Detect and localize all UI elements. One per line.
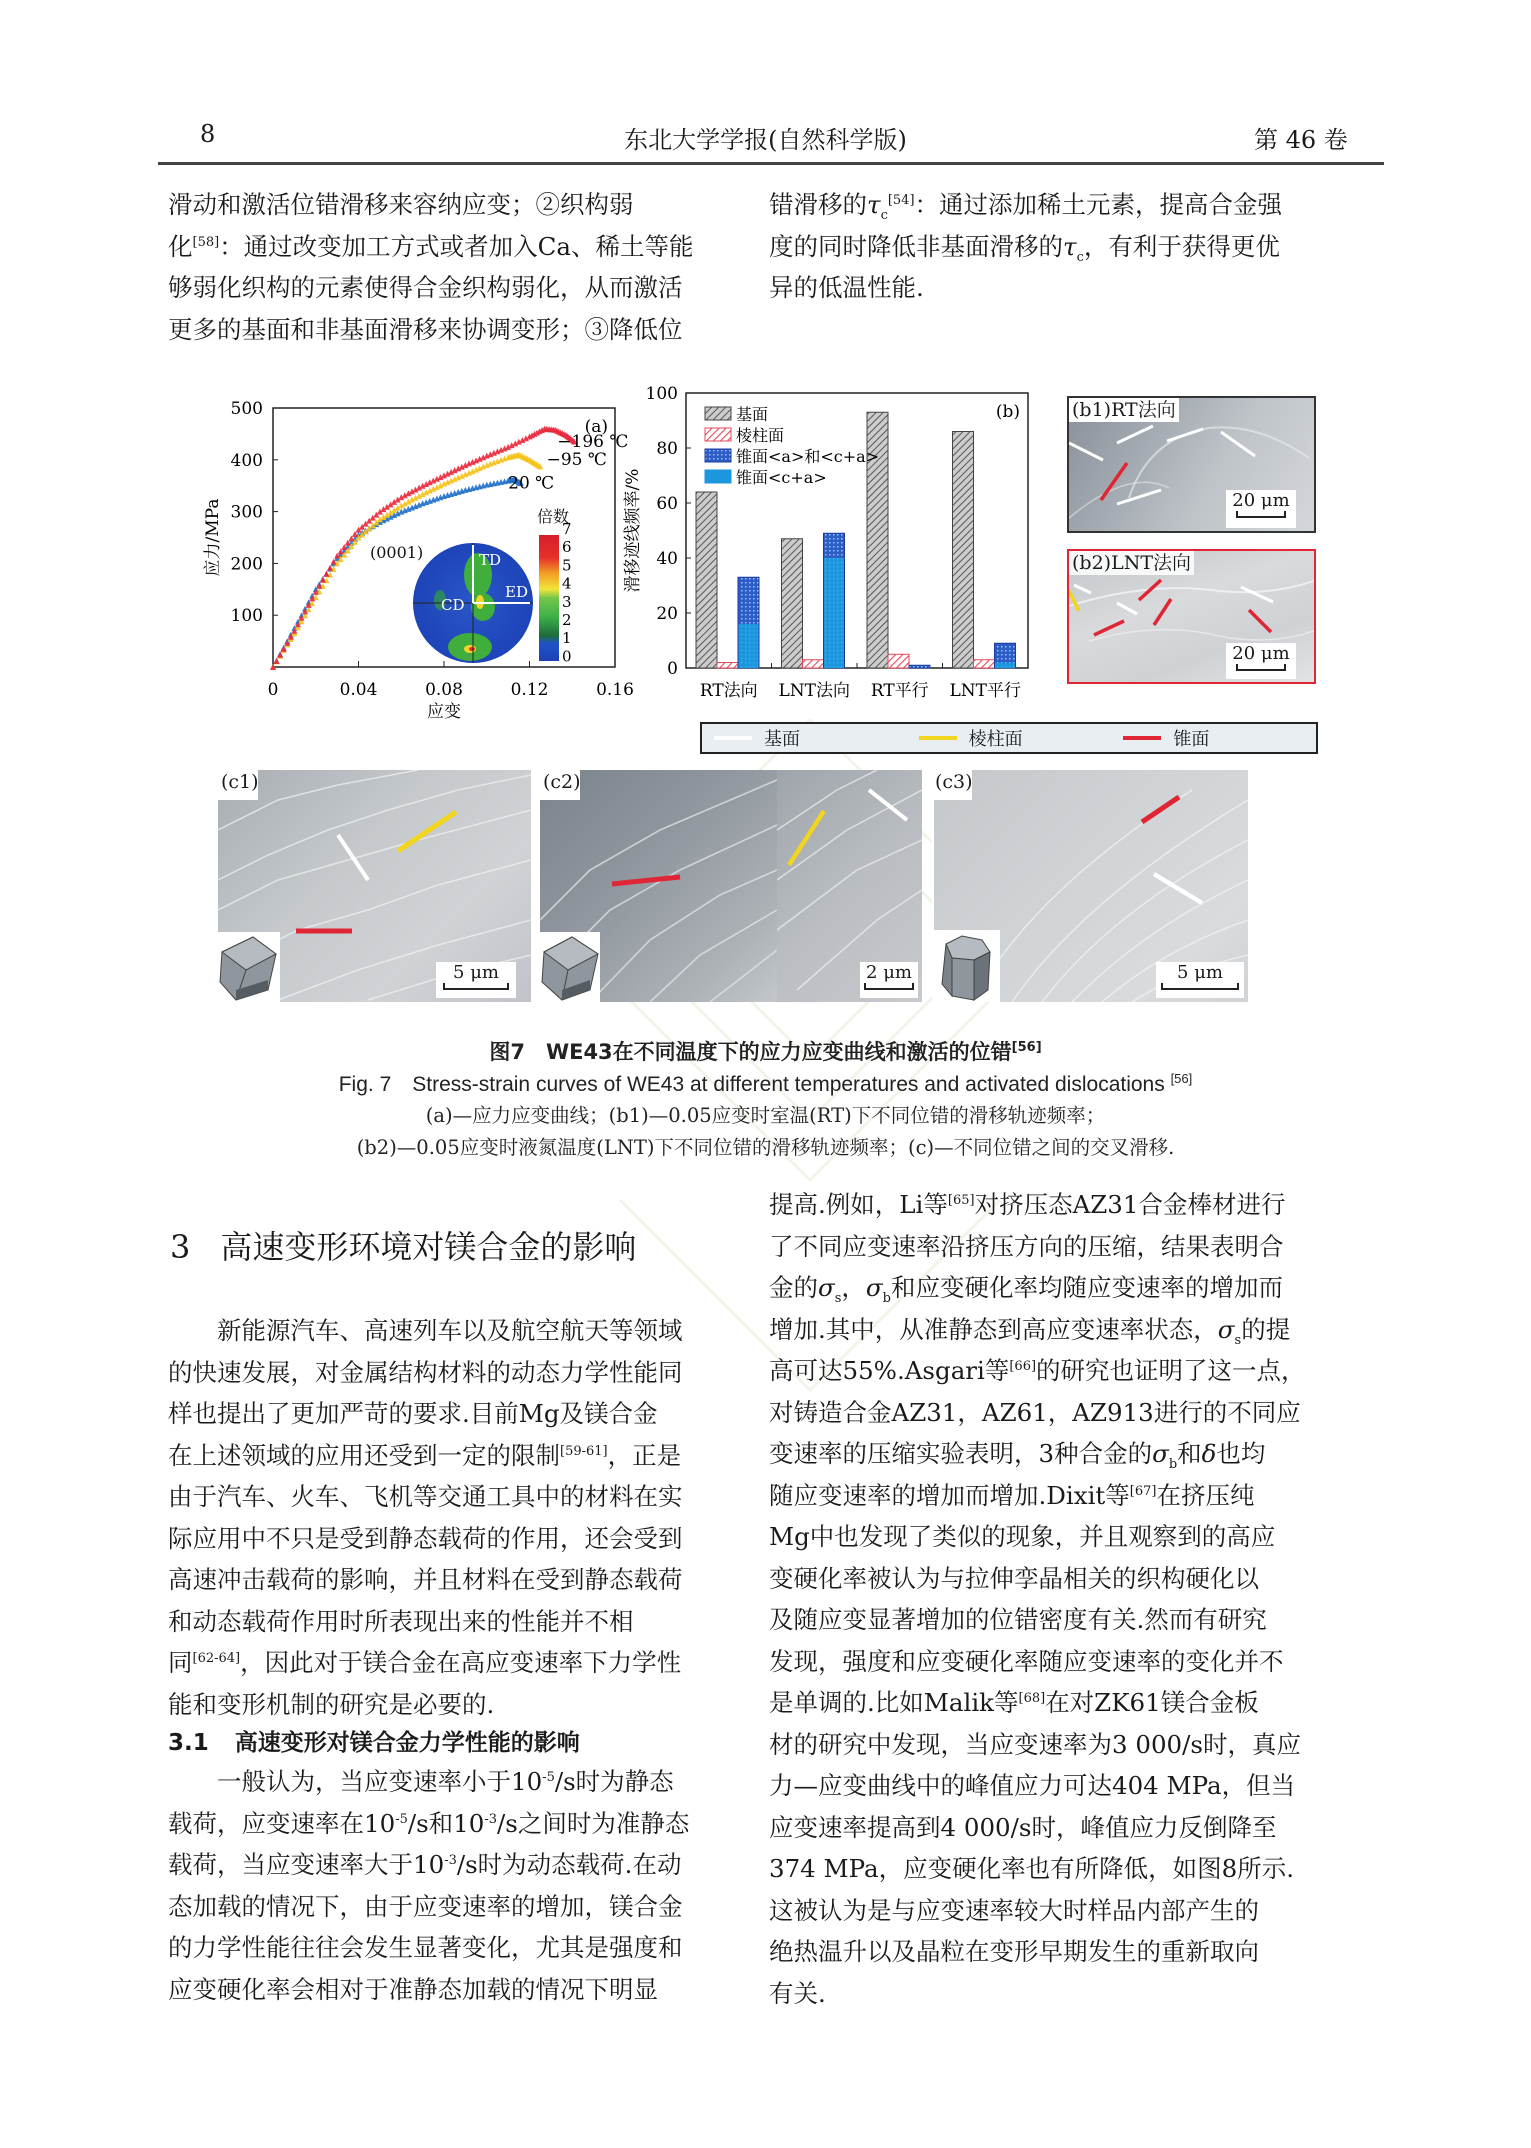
micrograph-c3 — [932, 770, 1248, 1002]
text-span: ，因此对于镁合金在高应变速率下力学性 — [240, 1648, 682, 1677]
sigma-symbol: σ — [1217, 1314, 1235, 1344]
micrograph-b2 — [1067, 549, 1316, 684]
figure-caption-detail-1: (a)—应力应变曲线；(b1)—0.05应变时室温(RT)下不同位错的滑移轨迹频率； — [425, 1104, 1106, 1127]
section-heading — [170, 1222, 636, 1268]
citation: [54] — [887, 192, 915, 208]
text-span: 变速率的压缩实验表明，3种合金的 — [769, 1439, 1153, 1468]
stress-strain-chart — [200, 385, 640, 730]
pole-figure-label: (0001) — [370, 543, 424, 562]
text-line: 374 MPa，应变硬化率也有所降低，如图8所示. — [769, 1854, 1295, 1883]
colorbar-tick-label: 3 — [562, 592, 572, 611]
text-line: 了不同应变速率沿挤压方向的压缩，结果表明合 — [769, 1231, 1284, 1261]
y-tick-label: 0 — [667, 659, 678, 679]
citation: [58] — [192, 234, 220, 250]
x-tick-label: 0.16 — [596, 680, 634, 700]
scale-bar-c1 — [436, 962, 516, 998]
x-tick-label: 0 — [267, 680, 279, 700]
figure-caption-detail-2: (b2)—0.05应变时液氮温度(LNT)下不同位错的滑移轨迹频率；(c)—不同位错之间的交叉滑移. — [356, 1136, 1175, 1159]
scale-text: 20 μm — [1232, 490, 1290, 511]
text-line: 这被认为是与应变速率较大时样品内部产生的 — [769, 1895, 1259, 1925]
text-line: 力—应变曲线中的峰值应力可达404 MPa，但当 — [769, 1771, 1296, 1800]
yellow-line-swatch — [919, 736, 957, 740]
text-line — [769, 226, 1334, 268]
text-line — [769, 184, 1334, 226]
text-span: 提高.例如，Li等 — [769, 1190, 948, 1219]
tau-symbol: τ — [867, 190, 881, 219]
text-line: 够弱化织构的元素使得合金织构弱化，从而激活 — [168, 273, 683, 302]
scale-bar-b1 — [1226, 490, 1296, 528]
colorbar-tick-label: 6 — [562, 538, 572, 557]
bar-基面 — [953, 432, 974, 669]
text-line: 应变速率提高到4 000/s时，峰值应力反倒降至 — [769, 1812, 1277, 1842]
text-span: 和应变硬化率均随应变速率的增加而 — [890, 1273, 1283, 1302]
text-line: 发现，强度和应变硬化率随应变速率的变化并不 — [769, 1646, 1284, 1676]
text-span: /s之间时为准静态 — [497, 1808, 690, 1838]
subscript: b — [1168, 1456, 1178, 1472]
citation: [66] — [1009, 1358, 1037, 1374]
legend-label: 棱柱面 — [736, 426, 785, 445]
citation: [67] — [1129, 1483, 1157, 1499]
text-span: 错滑移的 — [769, 190, 867, 219]
sigma-symbol: σ — [865, 1273, 883, 1302]
text-line: 能和变形机制的研究是必要的. — [168, 1689, 495, 1719]
y-tick-label: 40 — [656, 549, 678, 569]
x-axis-label: 应变 — [427, 702, 461, 722]
text-span: 和 — [1177, 1439, 1202, 1468]
colorbar-tick-label: 0 — [562, 647, 572, 666]
text-span: ：通过改变加工方式或者加入Ca、稀土等能 — [219, 231, 694, 261]
legend-label: 锥面<c+a> — [736, 468, 827, 487]
text-line — [769, 1309, 1334, 1351]
colorbar-tick-label: 4 — [562, 574, 572, 593]
text-span: 随应变速率的增加而增加.Dixit等 — [769, 1480, 1130, 1510]
data-marker — [320, 577, 326, 583]
subscript: s — [1234, 1332, 1242, 1348]
x-tick-label: RT平行 — [870, 681, 929, 701]
citation: [56] — [1170, 1071, 1193, 1086]
text-line — [168, 1435, 728, 1477]
hex-crystal-icon — [218, 932, 280, 1002]
text-line: 变硬化率被认为与拉伸孪晶相关的织构硬化以 — [769, 1563, 1259, 1593]
journal-title: 东北大学学报(自然科学版) — [624, 126, 907, 154]
text-line: 绝热温升以及晶粒在变形早期发生的重新取向 — [769, 1937, 1259, 1966]
crystal-inset — [218, 932, 280, 1002]
y-tick-label: 60 — [656, 494, 678, 514]
data-marker — [274, 658, 280, 664]
text-line: 高速冲击载荷的影响，并且材料在受到静态载荷 — [168, 1565, 683, 1594]
x-tick-label: LNT平行 — [949, 681, 1022, 701]
text-line: 的快速发展，对金属结构材料的动态力学性能同 — [168, 1357, 683, 1387]
text-span: 载荷，应变速率在10 — [168, 1808, 396, 1838]
text-line: 有关. — [769, 1978, 826, 2008]
panel-label: (b) — [995, 402, 1020, 422]
y-tick-label: 200 — [230, 554, 263, 575]
white-line-swatch — [714, 736, 752, 740]
section-title: 高速变形环境对镁合金的影响 — [220, 1228, 637, 1266]
micrograph-c3-label: (c3) — [932, 770, 972, 800]
volume-label: 第 46 卷 — [1254, 126, 1348, 154]
delta-symbol: δ — [1201, 1439, 1217, 1468]
tau-symbol: τ — [1063, 231, 1077, 261]
text-line: 材的研究中发现，当应变速率为3 000/s时，真应 — [769, 1729, 1301, 1759]
y-tick-label: 300 — [230, 502, 263, 523]
citation: [68] — [1018, 1690, 1046, 1706]
colorbar-tick-label: 2 — [562, 611, 572, 629]
caption-text: 图7 WE43在不同温度下的应力应变曲线和激活的位错 — [489, 1040, 1012, 1064]
bar-基面 — [782, 539, 803, 668]
x-tick-label: 0.04 — [339, 680, 378, 700]
series-label: 20 ℃ — [508, 473, 555, 494]
hex-crystal-icon — [540, 932, 602, 1002]
subscript: s — [834, 1290, 842, 1306]
crystal-inset — [540, 932, 600, 1002]
subscript: b — [882, 1290, 891, 1306]
text-line: 应变硬化率会相对于准静态加载的情况下明显 — [168, 1974, 658, 2004]
text-span: ，有利于获得更优 — [1083, 231, 1280, 261]
text-span: 也均 — [1216, 1439, 1266, 1468]
legend-swatch — [705, 407, 731, 420]
text-line — [168, 1803, 728, 1845]
y-tick-label: 500 — [230, 399, 263, 419]
text-span: 的提 — [1241, 1314, 1291, 1344]
scale-bar-c3 — [1156, 962, 1244, 998]
text-span: 对挤压态AZ31合金棒材进行 — [974, 1190, 1286, 1219]
citation: [56] — [1011, 1040, 1042, 1055]
text-line: 态加载的情况下，由于应变速率的增加，镁合金 — [168, 1891, 683, 1921]
subsection-heading — [168, 1725, 728, 1761]
text-span: 的研究也证明了这一点， — [1036, 1356, 1306, 1385]
micrograph-c2-right — [777, 770, 922, 1002]
y-tick-label: 20 — [656, 604, 678, 624]
crystal-inset — [932, 930, 1000, 1002]
scale-text: 5 μm — [1177, 962, 1223, 983]
x-tick-label: LNT法向 — [778, 681, 851, 701]
legend-label: 棱柱面 — [968, 729, 1023, 750]
red-line-swatch — [1123, 736, 1161, 740]
text-span: 金的 — [769, 1273, 818, 1302]
legend-item-basal — [714, 725, 907, 751]
legend-swatch — [705, 428, 731, 441]
text-span: ：通过添加稀土元素，提高合金强 — [914, 190, 1283, 219]
subscript: c — [880, 207, 888, 223]
text-line — [769, 1184, 1334, 1226]
citation: [65] — [947, 1192, 975, 1208]
header-rule — [158, 162, 1384, 165]
hex-prism-icon — [932, 930, 1000, 1002]
text-line: 新能源汽车、高速列车以及航空航天等领域 — [217, 1316, 683, 1345]
text-line: 的力学性能往往会发生显著变化，尤其是强度和 — [168, 1933, 683, 1962]
sigma-symbol: σ — [1152, 1439, 1169, 1468]
y-tick-label: 400 — [230, 450, 263, 471]
bar-锥面<c+a> — [995, 663, 1015, 669]
text-line — [168, 1844, 728, 1886]
scale-text: 5 μm — [453, 962, 499, 983]
y-tick-label: 100 — [645, 385, 678, 404]
colorbar-tick-label: 7 — [562, 520, 572, 538]
text-line — [769, 1350, 1334, 1392]
bar-棱柱面 — [888, 654, 909, 668]
text-span: 化 — [168, 231, 193, 261]
top-left-paragraph — [168, 184, 728, 350]
superscript: -5 — [395, 1811, 408, 1827]
micrograph-b1 — [1067, 396, 1316, 533]
x-tick-label: 0.12 — [510, 680, 549, 700]
scale-text: 20 μm — [1232, 643, 1290, 664]
colorbar-tick-label: 1 — [562, 629, 572, 648]
text-span: 度的同时降低非基面滑移的 — [769, 231, 1063, 261]
colorbar-title: 倍数 — [537, 507, 570, 526]
scale-text: 2 μm — [866, 962, 912, 983]
x-tick-label: RT法向 — [699, 681, 758, 701]
subscript: c — [1076, 249, 1084, 265]
subsection-title: 高速变形对镁合金力学性能的影响 — [234, 1730, 580, 1756]
legend-label: 锥面 — [1173, 729, 1210, 750]
legend-label: 锥面<a>和<c+a> — [736, 447, 880, 466]
legend-swatch — [705, 449, 731, 462]
series-label: −196 ℃ — [557, 431, 629, 452]
legend-label: 基面 — [736, 405, 769, 424]
panel-label: (a) — [584, 417, 608, 437]
text-span: ，正是 — [607, 1440, 682, 1470]
micrograph-b1-label: (b1)RT法向 — [1069, 398, 1179, 422]
figure-caption-en — [0, 1068, 1531, 1098]
colorbar-tick-label: 5 — [562, 556, 572, 575]
right-body-column — [769, 1184, 1334, 2014]
figure-caption-zh — [0, 1036, 1531, 1066]
y-axis-label: 滑移迹线频率/% — [623, 468, 643, 593]
text-span: 增加.其中，从准静态到高应变速率状态， — [769, 1314, 1218, 1344]
superscript: -3 — [444, 1852, 457, 1868]
text-span: 在对ZK61镁合金板 — [1045, 1688, 1259, 1717]
legend-swatch — [705, 470, 731, 483]
text-span: 载荷，当应变速率大于10 — [168, 1850, 445, 1879]
text-line — [769, 1475, 1334, 1517]
legend-item-prismatic — [919, 725, 1112, 751]
text-line: 滑动和激活位错滑移来容纳应变；②织构弱 — [168, 190, 634, 219]
micrograph-b2-label: (b2)LNT法向 — [1069, 551, 1194, 575]
pole-figure-inset — [370, 507, 572, 665]
caption-text: Fig. 7 Stress-strain curves of WE43 at different temperatures and activated dislocations — [338, 1073, 1171, 1096]
text-span: ， — [841, 1273, 866, 1302]
text-line: 由于汽车、火车、飞机等交通工具中的材料在实 — [168, 1482, 683, 1511]
text-span: 高可达55%.Asgari等 — [769, 1356, 1010, 1385]
micrograph-c2-label: (c2) — [540, 770, 580, 800]
x-tick-label: 0.08 — [425, 680, 463, 700]
text-span: /s时为动态载荷.在动 — [456, 1850, 682, 1879]
superscript: -5 — [542, 1769, 555, 1785]
bar-基面 — [696, 492, 717, 668]
text-span: /s和10 — [407, 1808, 485, 1838]
text-line: 及随应变显著增加的位错密度有关.然而有研究 — [769, 1605, 1267, 1634]
sigma-symbol: σ — [818, 1273, 835, 1302]
text-line: Mg中也发现了类似的现象，并且观察到的高应 — [769, 1522, 1276, 1551]
text-line: 异的低温性能. — [769, 273, 924, 302]
bar-锥面<a>和<c+a> — [909, 665, 930, 668]
scale-bar-b2 — [1226, 643, 1296, 679]
legend-label: 基面 — [764, 729, 800, 750]
text-span: 在挤压纯 — [1156, 1480, 1255, 1510]
bar-棱柱面 — [974, 660, 995, 668]
text-line — [769, 1682, 1334, 1724]
y-tick-label: 80 — [656, 439, 678, 459]
y-axis-label: 应力/MPa — [203, 498, 223, 577]
page-number: 8 — [200, 120, 216, 148]
data-marker — [323, 571, 329, 577]
text-line — [769, 1433, 1334, 1475]
micrograph-c1 — [218, 770, 531, 1002]
text-span: 在上述领域的应用还受到一定的限制 — [168, 1440, 560, 1470]
bar-锥面<c+a> — [739, 624, 759, 668]
legend-item-pyramidal — [1123, 725, 1316, 751]
bar-棱柱面 — [803, 660, 824, 668]
subsection-number: 3.1 — [168, 1730, 209, 1756]
micrograph-c2 — [540, 770, 777, 1002]
text-line — [168, 1761, 728, 1803]
top-right-paragraph — [769, 184, 1334, 309]
text-line: 际应用中不只是受到静态载荷的作用，还会受到 — [168, 1523, 683, 1553]
left-body-column — [168, 1310, 728, 2010]
section-number: 3 — [170, 1228, 191, 1266]
text-line — [168, 1642, 728, 1684]
series-label: −95 ℃ — [546, 449, 607, 470]
text-span: /s时为静态 — [554, 1767, 674, 1796]
text-span: 是单调的.比如Malik等 — [769, 1688, 1019, 1717]
citation: [59-61] — [560, 1443, 608, 1459]
bar-棱柱面 — [717, 663, 738, 669]
text-span: 一般认为，当应变速率小于10 — [217, 1767, 543, 1796]
y-tick-label: 100 — [230, 606, 263, 627]
text-line — [168, 226, 728, 268]
td-label: TD — [479, 551, 502, 569]
text-line — [769, 1267, 1334, 1309]
superscript: -3 — [484, 1811, 498, 1827]
bar-锥面<c+a> — [824, 558, 844, 668]
line-type-legend — [700, 722, 1318, 754]
text-span: 同 — [168, 1648, 193, 1677]
colorbar — [539, 535, 559, 661]
cd-label: CD — [441, 596, 465, 614]
citation: [62-64] — [192, 1650, 241, 1666]
text-line: 更多的基面和非基面滑移来协调变形；③降低位 — [168, 314, 683, 344]
slip-trace-bar-chart — [620, 385, 1060, 715]
micrograph-c1-label: (c1) — [218, 770, 258, 800]
scale-bar-c2 — [860, 962, 918, 998]
text-line: 和动态载荷作用时所表现出来的性能并不相 — [168, 1606, 634, 1636]
ed-label: ED — [505, 583, 528, 601]
text-line: 样也提出了更加严苛的要求.目前Mg及镁合金 — [168, 1399, 658, 1428]
text-line: 对铸造合金AZ31，AZ61，AZ913进行的不同应 — [769, 1397, 1301, 1427]
